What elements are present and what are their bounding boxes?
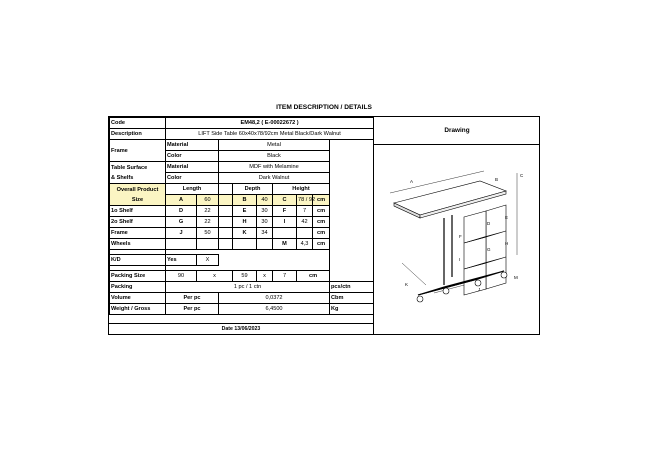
wheels-c2 — [197, 239, 219, 250]
depth-header: Depth — [233, 184, 273, 195]
kd-blank — [219, 255, 330, 266]
overall-blank — [330, 195, 374, 206]
description-value: LIFT Side Table 60x40x78/92cm Metal Black/Dark Walnut — [166, 129, 374, 140]
overall-height-value: 78 / 92 — [297, 195, 313, 206]
drawing-letter-f: F — [459, 234, 462, 239]
spec-table — [109, 117, 374, 315]
weight-label: Weight / Gross — [110, 304, 166, 315]
wheel-2 — [475, 280, 481, 286]
frame-color-label: Color — [166, 151, 219, 162]
surface-color-blank — [330, 173, 374, 184]
kd-yes: Yes — [166, 255, 197, 266]
kd-blank-2 — [330, 255, 374, 266]
surface-label — [110, 162, 166, 184]
drawing-letter-d: D — [487, 221, 491, 226]
drawing-letter-j: J — [478, 287, 481, 292]
frame-height-value — [297, 228, 313, 239]
shelf1-row — [110, 206, 374, 217]
height-header: Height — [273, 184, 330, 195]
shelf2-height-code: I — [273, 217, 297, 228]
frame-size-row — [110, 228, 374, 239]
drawing-letter-a: A — [410, 179, 414, 184]
packing-label: Packing — [110, 282, 166, 293]
shelf1-height-value: 7 — [297, 206, 313, 217]
frame-size-blank — [330, 228, 374, 239]
frame-material-label: Material — [166, 140, 219, 151]
shelf1-depth-value: 30 — [257, 206, 273, 217]
surface-color-label: Color — [166, 173, 219, 184]
volume-unit: Cbm — [330, 293, 374, 304]
volume-row — [110, 293, 374, 304]
overall-length-code: A — [166, 195, 197, 206]
shelf1-length-code: D — [166, 206, 197, 217]
shelf2-row — [110, 217, 374, 228]
shelf2-length-value: 22 — [197, 217, 219, 228]
frame-size-unit: cm — [313, 228, 330, 239]
surface-color-value: Dark Walnut — [219, 173, 330, 184]
wheels-c1 — [166, 239, 197, 250]
size-gap-1 — [219, 184, 233, 195]
frame-color-value: Black — [219, 151, 330, 162]
shelf1-height-code: F — [273, 206, 297, 217]
drawing-letter-c: C — [520, 173, 524, 178]
packing-size-length: 90 — [166, 271, 197, 282]
code-value: EM48,2 ( E-00022672 ) — [166, 118, 374, 129]
weight-value: 6,4500 — [219, 304, 330, 315]
drawing-letter-h: H — [505, 241, 509, 246]
drawing-letter-g: G — [487, 247, 491, 252]
surface-material-blank — [330, 162, 374, 173]
packing-size-x2: x — [257, 271, 273, 282]
drawing-letter-m: M — [514, 275, 518, 280]
packing-size-height: 7 — [273, 271, 297, 282]
volume-label: Volume — [110, 293, 166, 304]
sheet-title: ITEM DESCRIPTION / DETAILS — [276, 104, 372, 111]
shelf1-blank — [330, 206, 374, 217]
wheel-3 — [501, 272, 507, 278]
kd-mark: X — [197, 255, 219, 266]
weight-row — [110, 304, 374, 315]
packing-row — [110, 282, 374, 293]
drawing-title: Drawing — [374, 117, 540, 145]
shelf2-depth-code: H — [233, 217, 257, 228]
packing-unit: pcs/ctn — [330, 282, 374, 293]
overall-size-line1: Overall Product — [116, 186, 159, 193]
surface-label-line1: Table Surface — [111, 164, 148, 171]
frame-length-code: J — [166, 228, 197, 239]
surface-material-value: MDF with Melamine — [219, 162, 330, 173]
shelf1-unit: cm — [313, 206, 330, 217]
frame-gap — [219, 228, 233, 239]
volume-per: Per pc — [166, 293, 219, 304]
shelf2-blank — [330, 217, 374, 228]
kd-row — [110, 255, 374, 266]
overall-depth-value: 40 — [257, 195, 273, 206]
overall-height-code: C — [273, 195, 297, 206]
frame-size-label: Frame — [110, 228, 166, 239]
frame-length-value: 50 — [197, 228, 219, 239]
shelf2-label: 2o Shelf — [110, 217, 166, 228]
overall-size-line2: Size — [131, 196, 144, 203]
wheel-4 — [443, 288, 449, 294]
code-row — [110, 118, 374, 129]
description-row — [110, 129, 374, 140]
weight-per: Per pc — [166, 304, 219, 315]
code-label: Code — [110, 118, 166, 129]
frame-material-value: Metal — [219, 140, 330, 151]
shelf2-length-code: G — [166, 217, 197, 228]
length-header: Length — [166, 184, 219, 195]
packing-size-depth: 59 — [233, 271, 257, 282]
kd-label: K/D — [110, 255, 166, 266]
wheels-height-code: M — [273, 239, 297, 250]
shelf1-length-value: 22 — [197, 206, 219, 217]
packing-size-unit: cm — [297, 271, 330, 282]
packing-value: 1 pc / 1 ctn — [166, 282, 330, 293]
packing-size-blank — [330, 271, 374, 282]
size-header-row — [110, 184, 374, 195]
volume-value: 0,0372 — [219, 293, 330, 304]
wheels-blank — [330, 239, 374, 250]
surface-material-row — [110, 162, 374, 173]
shelf2-unit: cm — [313, 217, 330, 228]
frame-depth-code: K — [233, 228, 257, 239]
wheels-height-value: 4,3 — [297, 239, 313, 250]
weight-unit: Kg — [330, 304, 374, 315]
frame-material-blank — [330, 140, 374, 151]
frame-height-code — [273, 228, 297, 239]
wheel-1 — [417, 296, 423, 302]
overall-gap — [219, 195, 233, 206]
overall-depth-code: B — [233, 195, 257, 206]
overall-size-label — [110, 184, 166, 206]
overall-length-value: 60 — [197, 195, 219, 206]
packing-size-x1: x — [197, 271, 233, 282]
surface-material-label: Material — [166, 162, 219, 173]
size-header-blank — [330, 184, 374, 195]
wheels-row — [110, 239, 374, 250]
wheels-unit: cm — [313, 239, 330, 250]
surface-label-line2: & Shelfs — [111, 174, 134, 181]
shelf2-depth-value: 30 — [257, 217, 273, 228]
drawing-letter-e: E — [505, 215, 509, 220]
frame-label: Frame — [110, 140, 166, 162]
description-label: Description — [110, 129, 166, 140]
frame-color-blank — [330, 151, 374, 162]
wheels-c3 — [219, 239, 233, 250]
shelf1-gap — [219, 206, 233, 217]
frame-material-row — [110, 140, 374, 151]
shelf2-gap — [219, 217, 233, 228]
drawing-letter-k: K — [405, 282, 409, 287]
shelf2-height-value: 42 — [297, 217, 313, 228]
wheels-label: Wheels — [110, 239, 166, 250]
date-cell: Date 13/06/2023 — [109, 323, 373, 334]
wheels-c5 — [257, 239, 273, 250]
packing-size-row — [110, 271, 374, 282]
wheels-c4 — [233, 239, 257, 250]
shelf1-depth-code: E — [233, 206, 257, 217]
frame-depth-value: 34 — [257, 228, 273, 239]
overall-unit: cm — [313, 195, 330, 206]
drawing-letter-i: I — [459, 257, 461, 262]
table-drawing — [374, 145, 540, 334]
packing-size-label: Packing Size — [110, 271, 166, 282]
drawing-letter-b: B — [495, 177, 499, 182]
drawing-pane — [373, 117, 540, 334]
shelf1-label: 1o Shelf — [110, 206, 166, 217]
spec-sheet — [108, 116, 540, 335]
